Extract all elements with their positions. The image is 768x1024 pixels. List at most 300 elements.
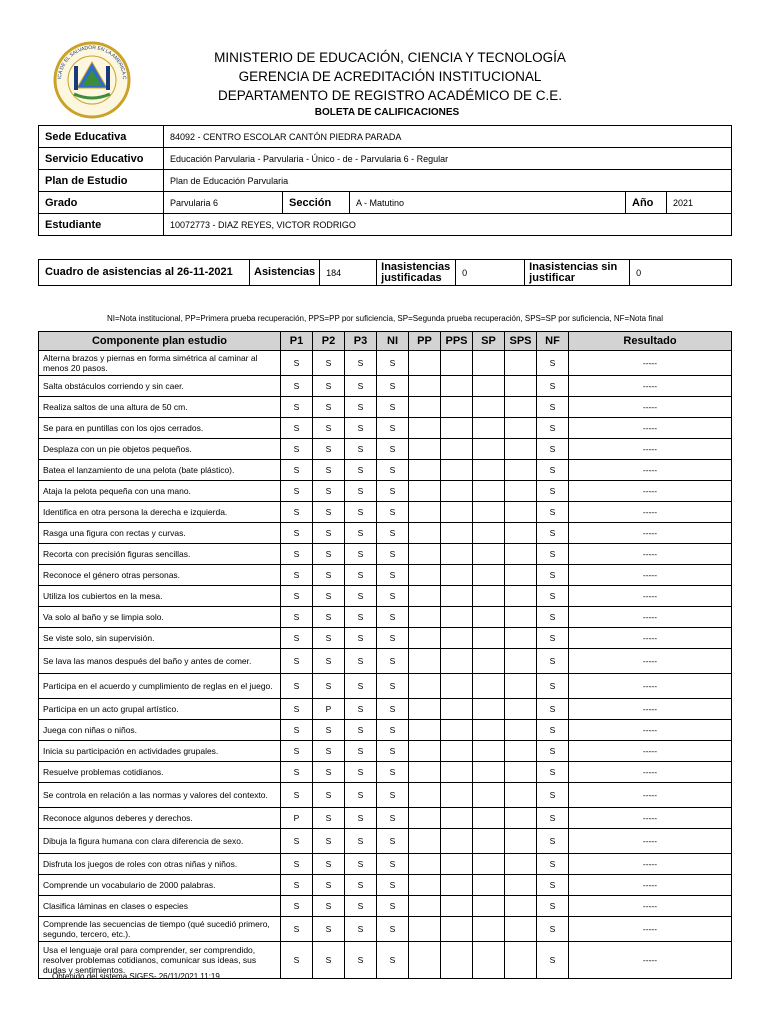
grade-res: ----- (569, 875, 732, 896)
grade-row (39, 783, 732, 808)
grade-sps (505, 829, 537, 854)
grade-p2: S (313, 808, 345, 829)
grade-pps (441, 917, 473, 942)
grade-nf: S (537, 808, 569, 829)
grade-p2: P (313, 699, 345, 720)
grade-pps (441, 502, 473, 523)
grade-nf: S (537, 649, 569, 674)
grade-pps (441, 854, 473, 875)
grade-component: Identifica en otra persona la derecha e izquierda. (39, 502, 281, 523)
header-ministry: MINISTERIO DE EDUCACIÓN, CIENCIA Y TECNOLOGÍA (214, 50, 566, 65)
col-pps: PPS (441, 332, 473, 351)
grade-sp (473, 762, 505, 783)
grade-res: ----- (569, 607, 732, 628)
grade-p3: S (345, 917, 377, 942)
grade-p1: S (281, 783, 313, 808)
grade-component: Recorta con precisión figuras sencillas. (39, 544, 281, 565)
cuadro-label: Cuadro de asistencias al 26-11-2021 (39, 260, 250, 286)
grade-p1: S (281, 720, 313, 741)
grade-nf: S (537, 397, 569, 418)
grade-row (39, 586, 732, 607)
info-row-estudiante (39, 214, 732, 236)
grade-component: Resuelve problemas cotidianos. (39, 762, 281, 783)
grade-nf: S (537, 586, 569, 607)
grade-pp (409, 460, 441, 481)
grade-ni: S (377, 523, 409, 544)
grade-res: ----- (569, 351, 732, 376)
grade-sp (473, 586, 505, 607)
grade-row (39, 439, 732, 460)
grade-ni: S (377, 376, 409, 397)
grade-p3: S (345, 523, 377, 544)
grade-sps (505, 376, 537, 397)
grade-sp (473, 460, 505, 481)
grade-component: Reconoce algunos deberes y derechos. (39, 808, 281, 829)
grade-component: Se para en puntillas con los ojos cerrados. (39, 418, 281, 439)
col-sps: SPS (505, 332, 537, 351)
grade-row (39, 481, 732, 502)
grade-sp (473, 808, 505, 829)
grade-p1: S (281, 376, 313, 397)
grade-p3: S (345, 741, 377, 762)
grade-row (39, 523, 732, 544)
grade-row (39, 351, 732, 376)
seccion-label: Sección (283, 192, 350, 214)
col-p2: P2 (313, 332, 345, 351)
grade-p3: S (345, 720, 377, 741)
grade-row (39, 397, 732, 418)
coat-of-arms-seal (52, 36, 132, 120)
grade-p3: S (345, 875, 377, 896)
grade-ni: S (377, 565, 409, 586)
grades-header-row (39, 332, 732, 351)
grade-pp (409, 397, 441, 418)
grade-ni: S (377, 762, 409, 783)
grade-p3: S (345, 397, 377, 418)
col-ni: NI (377, 332, 409, 351)
grade-sp (473, 649, 505, 674)
grade-ni: S (377, 351, 409, 376)
grade-p2: S (313, 896, 345, 917)
grade-sp (473, 875, 505, 896)
grade-sps (505, 720, 537, 741)
grade-ni: S (377, 628, 409, 649)
grade-nf: S (537, 523, 569, 544)
grade-sps (505, 674, 537, 699)
grade-res: ----- (569, 942, 732, 979)
grade-pp (409, 762, 441, 783)
grade-pp (409, 523, 441, 544)
grade-res: ----- (569, 418, 732, 439)
grade-sp (473, 917, 505, 942)
grade-pps (441, 481, 473, 502)
asistencias-value: 184 (320, 260, 377, 286)
grade-pps (441, 741, 473, 762)
servicio-label: Servicio Educativo (39, 148, 164, 170)
student-info-table (38, 125, 732, 236)
grade-sp (473, 699, 505, 720)
grade-component: Desplaza con un pie objetos pequeños. (39, 439, 281, 460)
grade-ni: S (377, 649, 409, 674)
grade-nf: S (537, 607, 569, 628)
grade-sps (505, 762, 537, 783)
grade-row (39, 829, 732, 854)
sede-label: Sede Educativa (39, 126, 164, 148)
grade-pps (441, 607, 473, 628)
grade-nf: S (537, 460, 569, 481)
info-row-grado (39, 192, 732, 214)
attendance-table (38, 259, 732, 286)
seal-text: ICA DE EL SALVADOR EN LA AMERICA C (57, 44, 128, 80)
grade-p2: S (313, 397, 345, 418)
grade-row (39, 544, 732, 565)
grade-sp (473, 376, 505, 397)
grade-p3: S (345, 607, 377, 628)
grade-sp (473, 896, 505, 917)
grade-row (39, 460, 732, 481)
grade-p2: S (313, 741, 345, 762)
grade-ni: S (377, 397, 409, 418)
grade-component: Se lava las manos después del baño y antes de comer. (39, 649, 281, 674)
grade-sps (505, 783, 537, 808)
grade-nf: S (537, 854, 569, 875)
estudiante-label: Estudiante (39, 214, 164, 236)
grade-p1: S (281, 481, 313, 502)
grade-pps (441, 565, 473, 586)
grade-pps (441, 829, 473, 854)
grade-pps (441, 896, 473, 917)
grade-row (39, 720, 732, 741)
legend-text: NI=Nota institucional, PP=Primera prueba recuperación, PPS=PP por suficiencia, SP=Segunda prueba recuperación, SPS=SP por suficiencia, NF=Nota final (106, 314, 664, 323)
grade-p2: S (313, 418, 345, 439)
grade-p1: S (281, 439, 313, 460)
attendance-row (39, 260, 732, 286)
grade-p3: S (345, 565, 377, 586)
grade-sp (473, 720, 505, 741)
grade-pp (409, 783, 441, 808)
grade-p1: S (281, 854, 313, 875)
grade-pps (441, 351, 473, 376)
grade-p2: S (313, 351, 345, 376)
grade-component: Participa en un acto grupal artístico. (39, 699, 281, 720)
grade-nf: S (537, 875, 569, 896)
grade-sps (505, 351, 537, 376)
grade-sp (473, 523, 505, 544)
grade-sp (473, 741, 505, 762)
grade-p2: S (313, 544, 345, 565)
col-p3: P3 (345, 332, 377, 351)
grade-ni: S (377, 720, 409, 741)
grade-p3: S (345, 674, 377, 699)
grade-res: ----- (569, 628, 732, 649)
grade-component: Utiliza los cubiertos en la mesa. (39, 586, 281, 607)
grade-pp (409, 586, 441, 607)
grade-p1: S (281, 502, 313, 523)
grade-row (39, 607, 732, 628)
grade-p3: S (345, 829, 377, 854)
grade-p1: S (281, 741, 313, 762)
footer-note: Obtenido del sistema SIGES- 26/11/2021 11:19 (52, 972, 220, 981)
grade-p1: S (281, 460, 313, 481)
grade-component: Batea el lanzamiento de una pelota (bate plástico). (39, 460, 281, 481)
grade-nf: S (537, 741, 569, 762)
grade-component: Reconoce el género otras personas. (39, 565, 281, 586)
grade-component: Inicia su participación en actividades grupales. (39, 741, 281, 762)
grade-pp (409, 720, 441, 741)
grade-ni: S (377, 418, 409, 439)
grades-table (38, 331, 732, 979)
grade-component: Realiza saltos de una altura de 50 cm. (39, 397, 281, 418)
header-block (180, 48, 600, 105)
grade-p2: S (313, 376, 345, 397)
grade-nf: S (537, 917, 569, 942)
grade-sp (473, 439, 505, 460)
grade-p2: S (313, 586, 345, 607)
grade-pps (441, 720, 473, 741)
grade-nf: S (537, 376, 569, 397)
col-sp: SP (473, 332, 505, 351)
grade-pp (409, 565, 441, 586)
grade-ni: S (377, 829, 409, 854)
grade-p2: S (313, 565, 345, 586)
grade-pp (409, 875, 441, 896)
grade-p2: S (313, 628, 345, 649)
grade-sp (473, 607, 505, 628)
grade-res: ----- (569, 854, 732, 875)
doc-title: BOLETA DE CALIFICACIONES (314, 107, 460, 118)
grade-res: ----- (569, 917, 732, 942)
grade-nf: S (537, 783, 569, 808)
grade-pp (409, 607, 441, 628)
grade-p3: S (345, 586, 377, 607)
grade-row (39, 854, 732, 875)
grade-sp (473, 829, 505, 854)
grade-p1: S (281, 586, 313, 607)
grade-component: Disfruta los juegos de roles con otras niñas y niños. (39, 854, 281, 875)
grado-label: Grado (39, 192, 164, 214)
grade-p1: S (281, 896, 313, 917)
grade-component: Se viste solo, sin supervisión. (39, 628, 281, 649)
grade-p2: S (313, 439, 345, 460)
grade-p2: S (313, 502, 345, 523)
grade-p2: S (313, 783, 345, 808)
grade-p2: S (313, 875, 345, 896)
grade-res: ----- (569, 896, 732, 917)
grade-nf: S (537, 896, 569, 917)
grade-sps (505, 544, 537, 565)
grade-p1: S (281, 649, 313, 674)
grade-p1: S (281, 917, 313, 942)
grade-p3: S (345, 544, 377, 565)
grade-row (39, 502, 732, 523)
grade-pp (409, 741, 441, 762)
grado-value: Parvularia 6 (164, 192, 283, 214)
grade-nf: S (537, 544, 569, 565)
grade-res: ----- (569, 397, 732, 418)
grade-component: Juega con niñas o niños. (39, 720, 281, 741)
grade-sps (505, 565, 537, 586)
grade-p1: S (281, 762, 313, 783)
asistencias-label: Asistencias (250, 260, 320, 286)
sede-value: 84092 - CENTRO ESCOLAR CANTÓN PIEDRA PARADA (164, 126, 732, 148)
grade-p2: S (313, 829, 345, 854)
grade-pp (409, 854, 441, 875)
inasist-just-value: 0 (456, 260, 525, 286)
grade-p2: S (313, 481, 345, 502)
grade-pps (441, 418, 473, 439)
grade-p2: S (313, 942, 345, 979)
grade-pps (441, 439, 473, 460)
grade-sps (505, 586, 537, 607)
grade-nf: S (537, 439, 569, 460)
grade-sp (473, 397, 505, 418)
grade-p1: S (281, 628, 313, 649)
grade-p3: S (345, 376, 377, 397)
col-componente: Componente plan estudio (39, 332, 281, 351)
grade-p1: S (281, 418, 313, 439)
grade-row (39, 628, 732, 649)
grade-ni: S (377, 586, 409, 607)
anio-label: Año (626, 192, 667, 214)
grade-sp (473, 674, 505, 699)
grade-sps (505, 439, 537, 460)
grade-row (39, 699, 732, 720)
grade-component: Usa el lenguaje oral para comprender, ser comprendido, resolver problemas cotidianos, comunicar sus ideas, sus dudas y sentimientos. (39, 942, 281, 979)
anio-value: 2021 (667, 192, 732, 214)
grade-component: Alterna brazos y piernas en forma simétrica al caminar al menos 20 pasos. (39, 351, 281, 376)
grade-nf: S (537, 565, 569, 586)
seccion-value: A - Matutino (350, 192, 626, 214)
grade-res: ----- (569, 829, 732, 854)
estudiante-value: 10072773 - DIAZ REYES, VICTOR RODRIGO (164, 214, 732, 236)
inasist-sin-label: Inasistencias sin justificar (525, 260, 630, 286)
grade-res: ----- (569, 762, 732, 783)
grade-sps (505, 397, 537, 418)
grade-pps (441, 397, 473, 418)
grade-p1: S (281, 397, 313, 418)
grade-sp (473, 544, 505, 565)
grade-p1: S (281, 829, 313, 854)
grade-sps (505, 418, 537, 439)
grade-ni: S (377, 502, 409, 523)
grade-sps (505, 481, 537, 502)
grade-res: ----- (569, 481, 732, 502)
grade-row (39, 875, 732, 896)
grade-p2: S (313, 649, 345, 674)
grade-p1: S (281, 565, 313, 586)
grade-nf: S (537, 829, 569, 854)
grade-pp (409, 439, 441, 460)
grade-component: Va solo al baño y se limpia solo. (39, 607, 281, 628)
grade-res: ----- (569, 565, 732, 586)
grade-sps (505, 896, 537, 917)
grade-res: ----- (569, 808, 732, 829)
grade-pp (409, 418, 441, 439)
grade-p1: S (281, 607, 313, 628)
grade-ni: S (377, 607, 409, 628)
grade-component: Participa en el acuerdo y cumplimiento de reglas en el juego. (39, 674, 281, 699)
grade-sp (473, 351, 505, 376)
grade-component: Dibuja la figura humana con clara diferencia de sexo. (39, 829, 281, 854)
grade-res: ----- (569, 783, 732, 808)
grade-ni: S (377, 674, 409, 699)
grade-ni: S (377, 439, 409, 460)
grade-sps (505, 917, 537, 942)
grade-sp (473, 942, 505, 979)
grade-sps (505, 502, 537, 523)
grade-pp (409, 544, 441, 565)
grade-p3: S (345, 808, 377, 829)
grade-sp (473, 783, 505, 808)
grade-res: ----- (569, 376, 732, 397)
grade-p1: P (281, 808, 313, 829)
grade-component: Rasga una figura con rectas y curvas. (39, 523, 281, 544)
grade-sps (505, 649, 537, 674)
grade-ni: S (377, 699, 409, 720)
inasist-just-label: Inasistencias justificadas (377, 260, 456, 286)
grade-sps (505, 523, 537, 544)
col-nf: NF (537, 332, 569, 351)
grade-sp (473, 481, 505, 502)
grade-res: ----- (569, 439, 732, 460)
grade-ni: S (377, 896, 409, 917)
grade-p3: S (345, 649, 377, 674)
grade-pps (441, 523, 473, 544)
grade-row (39, 565, 732, 586)
grade-pp (409, 351, 441, 376)
grade-row (39, 808, 732, 829)
grade-p3: S (345, 783, 377, 808)
grade-ni: S (377, 942, 409, 979)
grade-row (39, 376, 732, 397)
grade-nf: S (537, 720, 569, 741)
grade-row (39, 917, 732, 942)
grade-pps (441, 460, 473, 481)
grade-sps (505, 808, 537, 829)
info-row-plan (39, 170, 732, 192)
grade-pp (409, 628, 441, 649)
grade-res: ----- (569, 741, 732, 762)
grade-pps (441, 762, 473, 783)
grade-sps (505, 699, 537, 720)
grade-pps (441, 628, 473, 649)
grade-sps (505, 628, 537, 649)
grade-nf: S (537, 628, 569, 649)
grade-sps (505, 854, 537, 875)
grade-sp (473, 502, 505, 523)
grade-nf: S (537, 699, 569, 720)
grade-p3: S (345, 351, 377, 376)
header-gerencia: GERENCIA DE ACREDITACIÓN INSTITUCIONAL (238, 69, 542, 84)
grade-row (39, 896, 732, 917)
grade-p1: S (281, 523, 313, 544)
grade-res: ----- (569, 674, 732, 699)
grade-res: ----- (569, 544, 732, 565)
grade-p3: S (345, 854, 377, 875)
grade-pps (441, 586, 473, 607)
grade-pp (409, 896, 441, 917)
grade-component: Comprende las secuencias de tiempo (qué sucedió primero, segundo, tercero, etc.). (39, 917, 281, 942)
grade-pp (409, 502, 441, 523)
col-resultado: Resultado (569, 332, 732, 351)
grade-p3: S (345, 418, 377, 439)
grade-res: ----- (569, 586, 732, 607)
grade-p3: S (345, 502, 377, 523)
grade-sp (473, 854, 505, 875)
grade-nf: S (537, 942, 569, 979)
grade-ni: S (377, 460, 409, 481)
grade-ni: S (377, 875, 409, 896)
